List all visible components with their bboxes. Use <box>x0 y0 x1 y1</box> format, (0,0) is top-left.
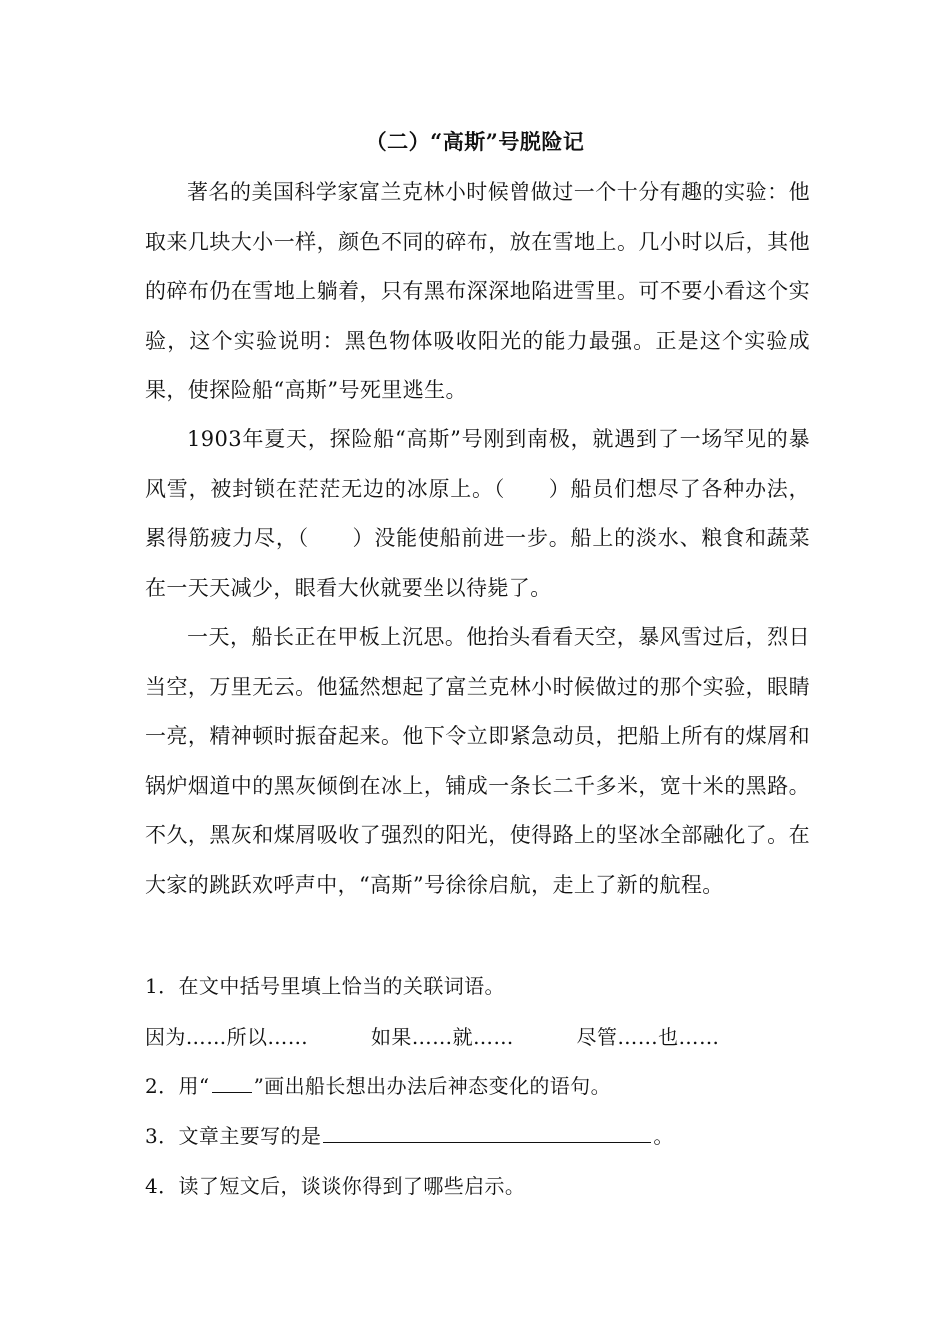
paragraph-2: 1903年夏天，探险船“高斯”号刚到南极，就遇到了一场罕见的暴风雪，被封锁在茫茫无边的冰原上。（ ）船员们想尽了各种办法，累得筋疲力尽，（ ）没能使船前进一步。船上的淡水、粮食和蔬菜在一天天减少，眼看大伙就要坐以待毙了。 <box>145 427 810 600</box>
question-3-prefix: 3．文章主要写的是 <box>145 1124 322 1148</box>
option-1: 因为……所以…… <box>145 1025 309 1049</box>
question-4: 4．读了短文后，谈谈你得到了哪些启示。 <box>145 1174 526 1198</box>
option-2: 如果……就…… <box>370 1025 514 1049</box>
question-1-options <box>145 1021 775 1053</box>
passage-title: （二）“高斯”号脱险记 <box>365 129 585 154</box>
answer-blank[interactable] <box>323 1122 651 1143</box>
underline-sample <box>212 1072 252 1093</box>
paragraph-1: 著名的美国科学家富兰克林小时候曾做过一个十分有趣的实验：他取来几块大小一样，颜色不同的碎布，放在雪地上。几小时以后，其他的碎布仍在雪地上躺着，只有黑布深深地陷进雪里。可不要小看这个实验，这个实验说明：黑色物体吸收阳光的能力最强。正是这个实验成果，使探险船“高斯”号死里逃生。 <box>145 180 810 403</box>
option-3: 尽管……也…… <box>576 1025 720 1049</box>
question-2-prefix: 2．用“ <box>145 1074 210 1098</box>
question-1: 1．在文中括号里填上恰当的关联词语。 <box>145 974 505 998</box>
question-2 <box>145 1070 611 1102</box>
question-3 <box>145 1120 674 1152</box>
question-2-suffix: ”画出船长想出办法后神态变化的语句。 <box>253 1074 611 1098</box>
question-3-suffix: 。 <box>653 1124 674 1148</box>
paragraph-3: 一天，船长正在甲板上沉思。他抬头看看天空，暴风雪过后，烈日当空，万里无云。他猛然想起了富兰克林小时候做过的那个实验，眼睛一亮，精神顿时振奋起来。他下令立即紧急动员，把船上所有的煤屑和锅炉烟道中的黑灰倾倒在冰上，铺成一条长二千多米，宽十米的黑路。不久，黑灰和煤屑吸收了强烈的阳光，使得路上的坚冰全部融化了。在大家的跳跃欢呼声中，“高斯”号徐徐启航，走上了新的航程。 <box>145 625 810 897</box>
